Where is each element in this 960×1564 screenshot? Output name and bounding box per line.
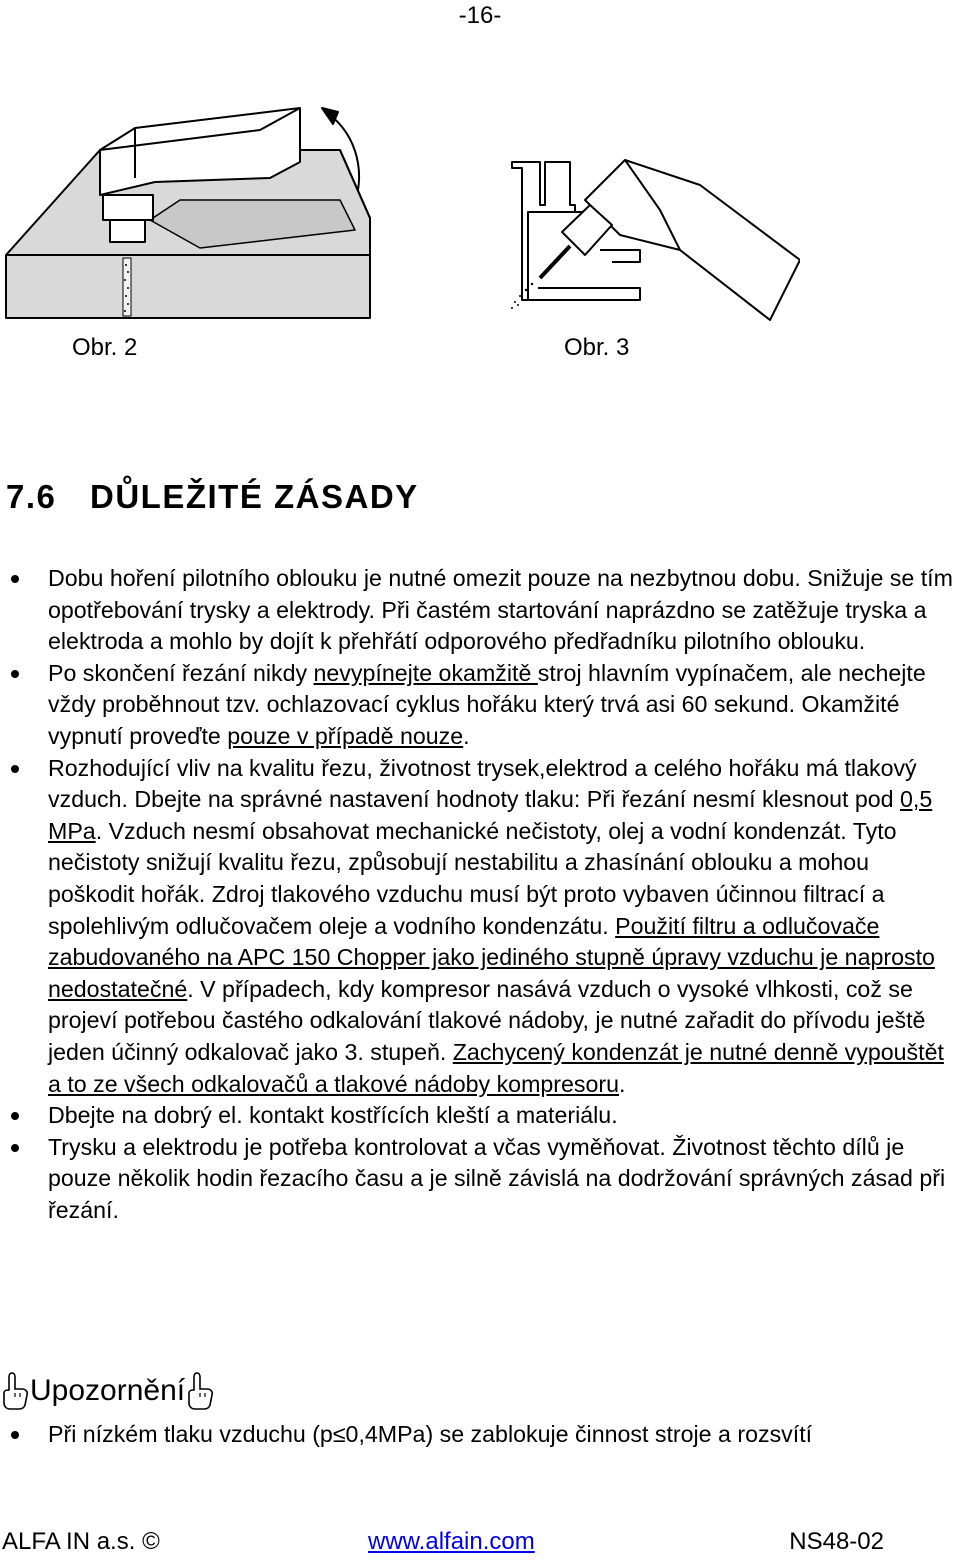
bullet-icon — [11, 765, 19, 773]
bullet-icon — [11, 1431, 19, 1439]
underlined-text: 0,5 MPa — [48, 786, 933, 844]
page-number: -16- — [458, 2, 502, 29]
figure-3-caption: Obr. 3 — [564, 334, 630, 361]
footer-doc-code: NS48-02 — [789, 1528, 884, 1555]
figure-3-torch-in-profile — [511, 160, 800, 320]
footer-website-link[interactable]: www.alfain.com — [368, 1528, 535, 1555]
pointing-hand-icon — [185, 1371, 215, 1411]
item-text: stroj hlavním vypínačem, ale nechejte vždy proběhnout tzv. ochlazovací cyklus hořáku který trvá asi 60 sekund. Okamžité vypnutí proveďte — [48, 659, 926, 749]
item-text: Rozhodující vliv na kvalitu řezu, životnost trysek,elektrod a celého hořáku má tlakový vzduch. Dbejte na správné nastavení hodnoty tlaku: Při řezání nesmí klesnout pod — [48, 754, 917, 813]
list-item — [0, 563, 960, 658]
list-item — [0, 1100, 960, 1132]
list-item — [0, 753, 960, 1101]
principles-list — [0, 563, 960, 1226]
underlined-text: nevypínejte okamžitě — [313, 659, 538, 686]
bullet-icon — [11, 575, 19, 583]
section-heading — [6, 478, 419, 516]
bullet-icon — [11, 1144, 19, 1152]
item-text: . V případech, kdy kompresor nasává vzduch o vysoké vlhkosti, což se projeví potřebou častého odkalování tlakové nádoby, je nutné zařadit do přívodu ještě jeden účinný odkalovač jako 3. stupeň. — [48, 975, 926, 1065]
bullet-icon — [11, 670, 19, 678]
pointing-hand-icon — [0, 1371, 30, 1411]
item-text: Trysku a elektrodu je potřeba kontrolovat a včas vyměňovat. Životnost těchto dílů je pouze několik hodin řezacího času a je silně závislá na dodržování správných zásad při řezání. — [48, 1133, 946, 1223]
underlined-text: Zachycený kondenzát je nutné denně vypouštět a to ze všech odkalovačů a tlakové nádoby kompresoru — [48, 1038, 944, 1097]
item-text: . — [463, 722, 470, 749]
list-item — [0, 1419, 960, 1451]
item-text: Po skončení řezání nikdy — [48, 659, 314, 686]
item-text: Při nízkém tlaku vzduchu (p — [48, 1421, 333, 1447]
item-text: 0,4MPa) se zablokuje činnost stroje a rozsvítí — [345, 1421, 813, 1447]
list-item — [0, 1132, 960, 1227]
item-text: Dobu hoření pilotního oblouku je nutné omezit pouze na nezbytnou dobu. Snižuje se tím opotřebování trysky a elektrody. Při častém startování naprázdno se zatěžuje tryska a elektroda a mohlo by dojít k přehřátí odporového předřadníku pilotního oblouku. — [48, 565, 953, 655]
figures — [0, 95, 800, 325]
less-or-equal-symbol: ≤ — [332, 1421, 346, 1447]
section-title: DŮLEŽITÉ ZÁSADY — [90, 478, 419, 515]
figure-2-torch-on-plate — [6, 108, 370, 318]
underlined-text: pouze v případě nouze — [227, 722, 464, 749]
item-text: . Vzduch nesmí obsahovat mechanické nečistoty, olej a vodní kondenzát. Tyto nečistoty snižují kvalitu řezu, způsobují nestabilitu a zhasínání oblouku a mohou poškodit hořák. Zdroj tlakového vzduchu musí být proto vybaven účinnou filtrací a spolehlivým odlučovačem oleje a vodního kondenzátu. — [48, 817, 897, 939]
warning-list — [0, 1419, 960, 1451]
item-text: . — [619, 1070, 626, 1097]
figure-2-caption: Obr. 2 — [72, 334, 138, 361]
item-text: Dbejte na dobrý el. kontakt kostřících kleští a materiálu. — [48, 1102, 618, 1129]
underlined-text: Použití filtru a odlučovače zabudovaného na APC 150 Chopper jako jediného stupně úpravy vzduchu je naprosto nedostatečné — [48, 912, 935, 1002]
footer-company: ALFA IN a.s. © — [2, 1528, 160, 1555]
warning-heading — [0, 1370, 215, 1412]
warning-title: Upozornění — [30, 1374, 186, 1407]
section-number: 7.6 — [6, 478, 57, 515]
bullet-icon — [11, 1112, 19, 1120]
list-item — [0, 658, 960, 753]
